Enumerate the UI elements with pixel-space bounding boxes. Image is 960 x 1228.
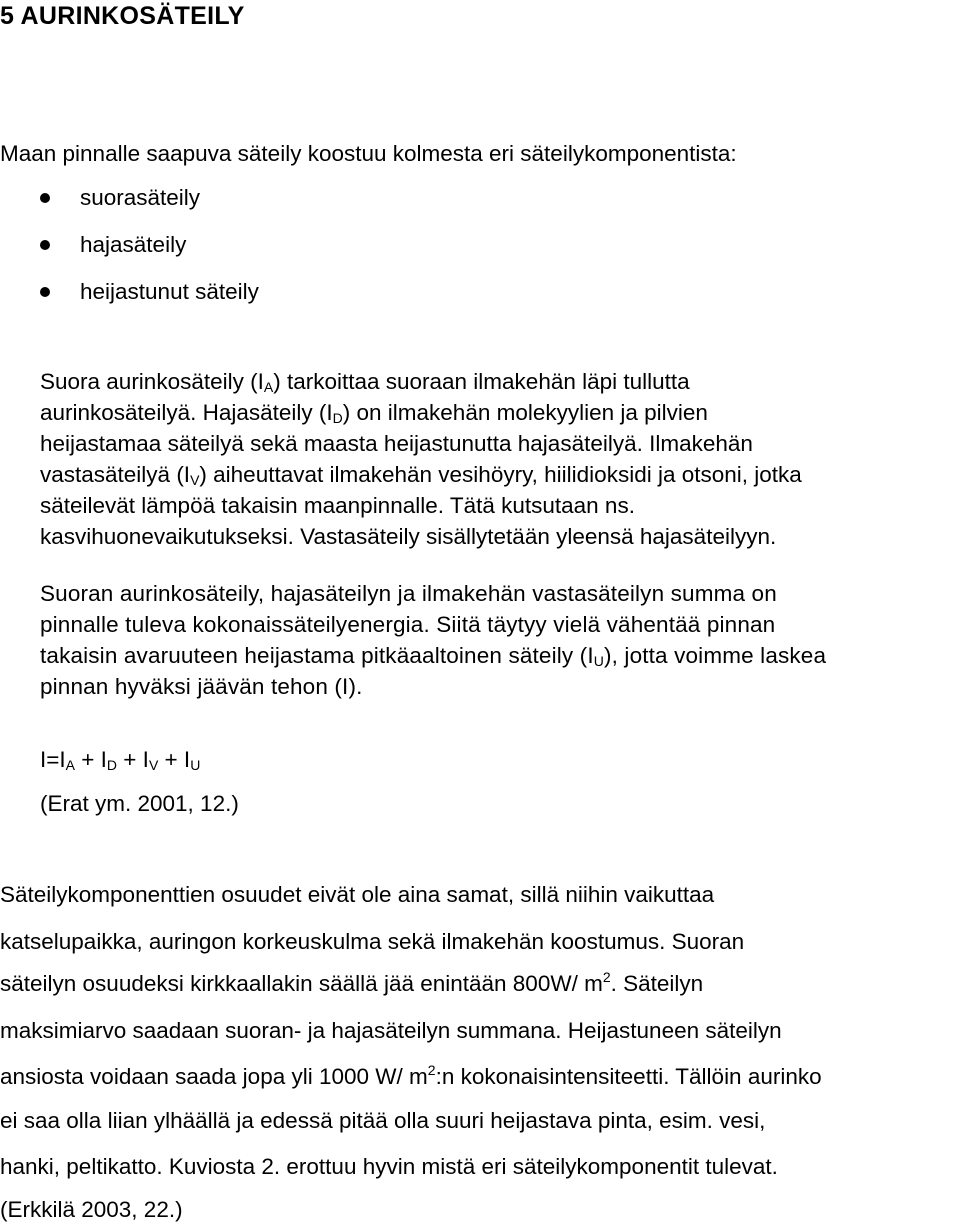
list-item-label: heijastunut säteily [80,279,259,304]
paragraph-line: vastasäteilyä $(I_V)$ aiheuttavat ilmakehän vesihöyry, hiilidioksidi ja otsoni, jotka [40,462,802,488]
bullet-icon [40,287,50,297]
citation: (Erkkilä 2003, 22.) [0,1197,183,1222]
paragraph-line: pinnalle tuleva kokonaissäteilyenergia. Siitä täytyy vielä vähentää pinnan [40,612,776,637]
paragraph-line: Säteilykomponenttien osuudet eivät ole aina samat, sillä niihin vaikuttaa [0,882,715,907]
paragraph-line: säteilevät lämpöä takaisin maanpinnalle. Tätä kutsutaan ns. [40,493,635,518]
paragraph-line: ansiosta voidaan saada jopa yli 1000 W/ $m^2:n$ kokonaisintensiteetti. Tällöin aurinko [0,1062,822,1089]
paragraph-line: ei saa olla liian ylhäällä ja edessä pitää olla suuri heijastava pinta, esim. vesi, [0,1108,766,1133]
bullet-icon [40,193,50,203]
paragraph-line: Suora aurinkosäteily $(I_A)$ tarkoittaa suoraan ilmakehän läpi tullutta [40,369,690,395]
paragraph-line: heijastamaa säteilyä sekä maasta heijastunutta hajasäteilyä. Ilmakehän [40,431,753,456]
paragraph-line: takaisin avaruuteen heijastama pitkäaaltoinen säteily $(I_U)$, jotta voimme laskea [40,643,827,669]
paragraph-line: hanki, peltikatto. Kuviosta 2. erottuu hyvin mistä eri säteilykomponentit tulevat. [0,1154,778,1179]
formula: $I=I_A + I_D + I_V + I_U$ [40,747,201,773]
list-item-label: suorasäteily [80,185,201,210]
paragraph-line: katselupaikka, auringon korkeuskulma sekä ilmakehän koostumus. Suoran [0,929,745,954]
bullet-icon [40,240,50,250]
intro-text: Maan pinnalle saapuva säteily koostuu kolmesta eri säteilykomponentista: [0,141,737,166]
paragraph-line: kasvihuonevaikutukseksi. Vastasäteily sisällytetään yleensä hajasäteilyyn. [40,524,777,549]
list-item-label: hajasäteily [80,232,187,257]
section-heading: 5 AURINKOSÄTEILY [0,2,245,30]
paragraph-line: aurinkosäteilyä. Hajasäteily $(I_D)$ on ilmakehän molekyylien ja pilvien [40,400,708,426]
paragraph-line: pinnan hyväksi jäävän tehon (I). [40,674,363,699]
citation: (Erat ym. 2001, 12.) [40,791,239,816]
paragraph-line: Suoran aurinkosäteily, hajasäteilyn ja ilmakehän vastasäteilyn summa on [40,581,777,606]
paragraph-line: säteilyn osuudeksi kirkkaallakin säällä jää enintään 800W/ $m^2$. Säteilyn [0,969,704,996]
paragraph-line: maksimiarvo saadaan suoran- ja hajasäteilyn summana. Heijastuneen säteilyn [0,1018,782,1043]
